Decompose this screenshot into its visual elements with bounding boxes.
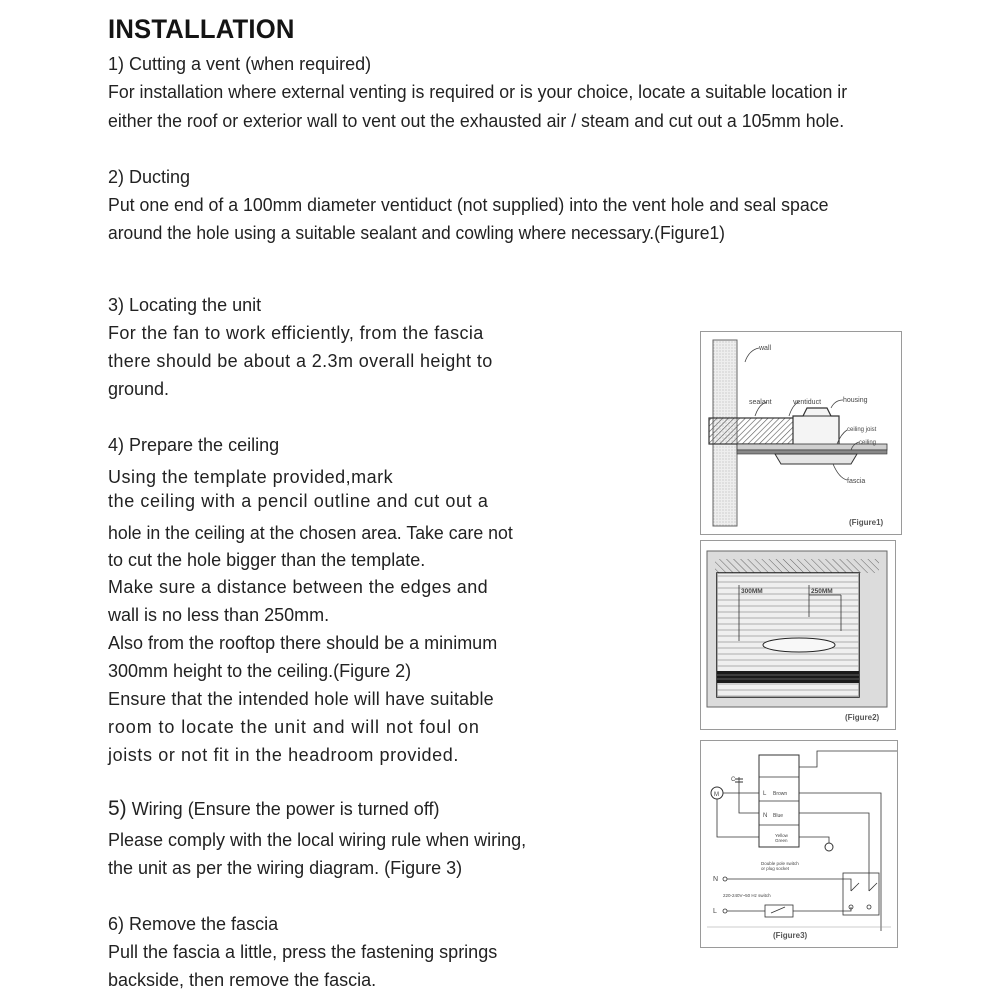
roof-hatch: [715, 559, 879, 573]
label-switch-note-2: or plug socket: [761, 866, 790, 871]
label-ceiling-joist: ceiling joist: [847, 427, 877, 433]
section-5-heading: [108, 798, 440, 820]
section-5-number: 5): [108, 797, 127, 820]
label-switch-note-1: Double pole switch: [761, 861, 799, 866]
label-green: Green: [775, 838, 788, 843]
page-title: INSTALLATION: [108, 14, 295, 44]
dim-300mm: 300MM: [741, 588, 763, 595]
label-sealant: sealant: [749, 399, 772, 406]
section-1-line: either the roof or exterior wall to vent out the exhausted air / steam and cut out a 105mm hole.: [108, 111, 845, 131]
label-housing: housing: [843, 397, 868, 404]
ceiling-shape: [737, 450, 887, 454]
section-3-line: ground.: [108, 379, 170, 399]
section-1-line: For installation where external venting is required or is your choice, locate a suitable location ir: [108, 82, 848, 102]
figure-3-caption: (Figure3): [773, 931, 808, 940]
section-1-heading: 1) Cutting a vent (when required): [108, 54, 372, 74]
fuse-switch: [765, 905, 793, 917]
fascia-shape: [775, 454, 857, 464]
section-3-heading: 3) Locating the unit: [108, 295, 262, 315]
label-ceiling: ceiling: [859, 440, 877, 446]
section-6-line: Pull the fascia a little, press the fastening springs: [108, 942, 498, 962]
ceiling-joist-band: [717, 671, 859, 683]
figure-2-clearance-diagram: [700, 540, 896, 730]
figure-2-drawing: [701, 541, 895, 729]
section-4-line: to cut the hole bigger than the template.: [108, 550, 426, 570]
section-5-title: Wiring (Ensure the power is turned off): [126, 799, 440, 819]
figure-1-ventiduct-diagram: [700, 331, 902, 535]
label-terminal-n: N: [763, 813, 768, 819]
section-4-line: joists or not fit in the headroom provided.: [108, 745, 459, 765]
section-4-line: Using the template provided,mark: [108, 467, 394, 487]
label-motor: M: [714, 792, 719, 798]
figure-3-drawing: [701, 741, 897, 947]
section-4-line: Ensure that the intended hole will have suitable: [108, 689, 494, 709]
figure-1-drawing: [701, 332, 901, 534]
label-brown: Brown: [773, 791, 788, 797]
label-supply-note: 220-240V~50 Hz switch: [723, 893, 771, 898]
section-3-line: For the fan to work efficiently, from the fascia: [108, 323, 484, 343]
label-terminal-l: L: [763, 791, 767, 797]
label-ventiduct: ventiduct: [793, 399, 822, 406]
dim-250mm: 250MM: [811, 588, 833, 595]
section-2-line: around the hole using a suitable sealant and cowling where necessary.(Figure1): [108, 223, 725, 243]
section-4-line: hole in the ceiling at the chosen area. Take care not: [108, 523, 513, 543]
label-supply-n: N: [713, 876, 719, 883]
section-4-line: the ceiling with a pencil outline and cut out a: [108, 491, 489, 511]
section-4-line: room to locate the unit and will not foul on: [108, 717, 480, 737]
section-4-line: Also from the rooftop there should be a minimum: [108, 633, 498, 653]
figure-3-wiring-diagram: [700, 740, 898, 948]
section-6-heading: 6) Remove the fascia: [108, 914, 279, 934]
figure-2-caption: (Figure2): [845, 713, 880, 722]
label-capacitor: C: [731, 777, 736, 783]
section-2-line: Put one end of a 100mm diameter ventiduct (not supplied) into the vent hole and seal space: [108, 195, 829, 215]
ventiduct-shape: [709, 418, 795, 444]
earth-terminal: [825, 843, 833, 851]
section-5-line: Please comply with the local wiring rule when wiring,: [108, 830, 527, 850]
label-wall: wall: [759, 345, 772, 352]
label-supply-l: L: [713, 908, 717, 915]
figure-1-caption: (Figure1): [849, 518, 884, 527]
section-5-line: the unit as per the wiring diagram. (Figure 3): [108, 858, 463, 878]
section-4-heading: 4) Prepare the ceiling: [108, 435, 280, 455]
label-yellow: Yellow: [775, 833, 788, 838]
section-6-line: backside, then remove the fascia.: [108, 970, 377, 990]
ceiling-hole: [763, 638, 835, 652]
label-blue: Blue: [773, 813, 784, 819]
section-2-heading: 2) Ducting: [108, 167, 191, 187]
section-4-line: wall is no less than 250mm.: [108, 605, 330, 625]
section-4-line: 300mm height to the ceiling.(Figure 2): [108, 661, 412, 681]
section-4-line: Make sure a distance between the edges and: [108, 577, 489, 597]
label-fascia: fascia: [847, 478, 866, 485]
section-3-line: there should be about a 2.3m overall height to: [108, 351, 493, 371]
